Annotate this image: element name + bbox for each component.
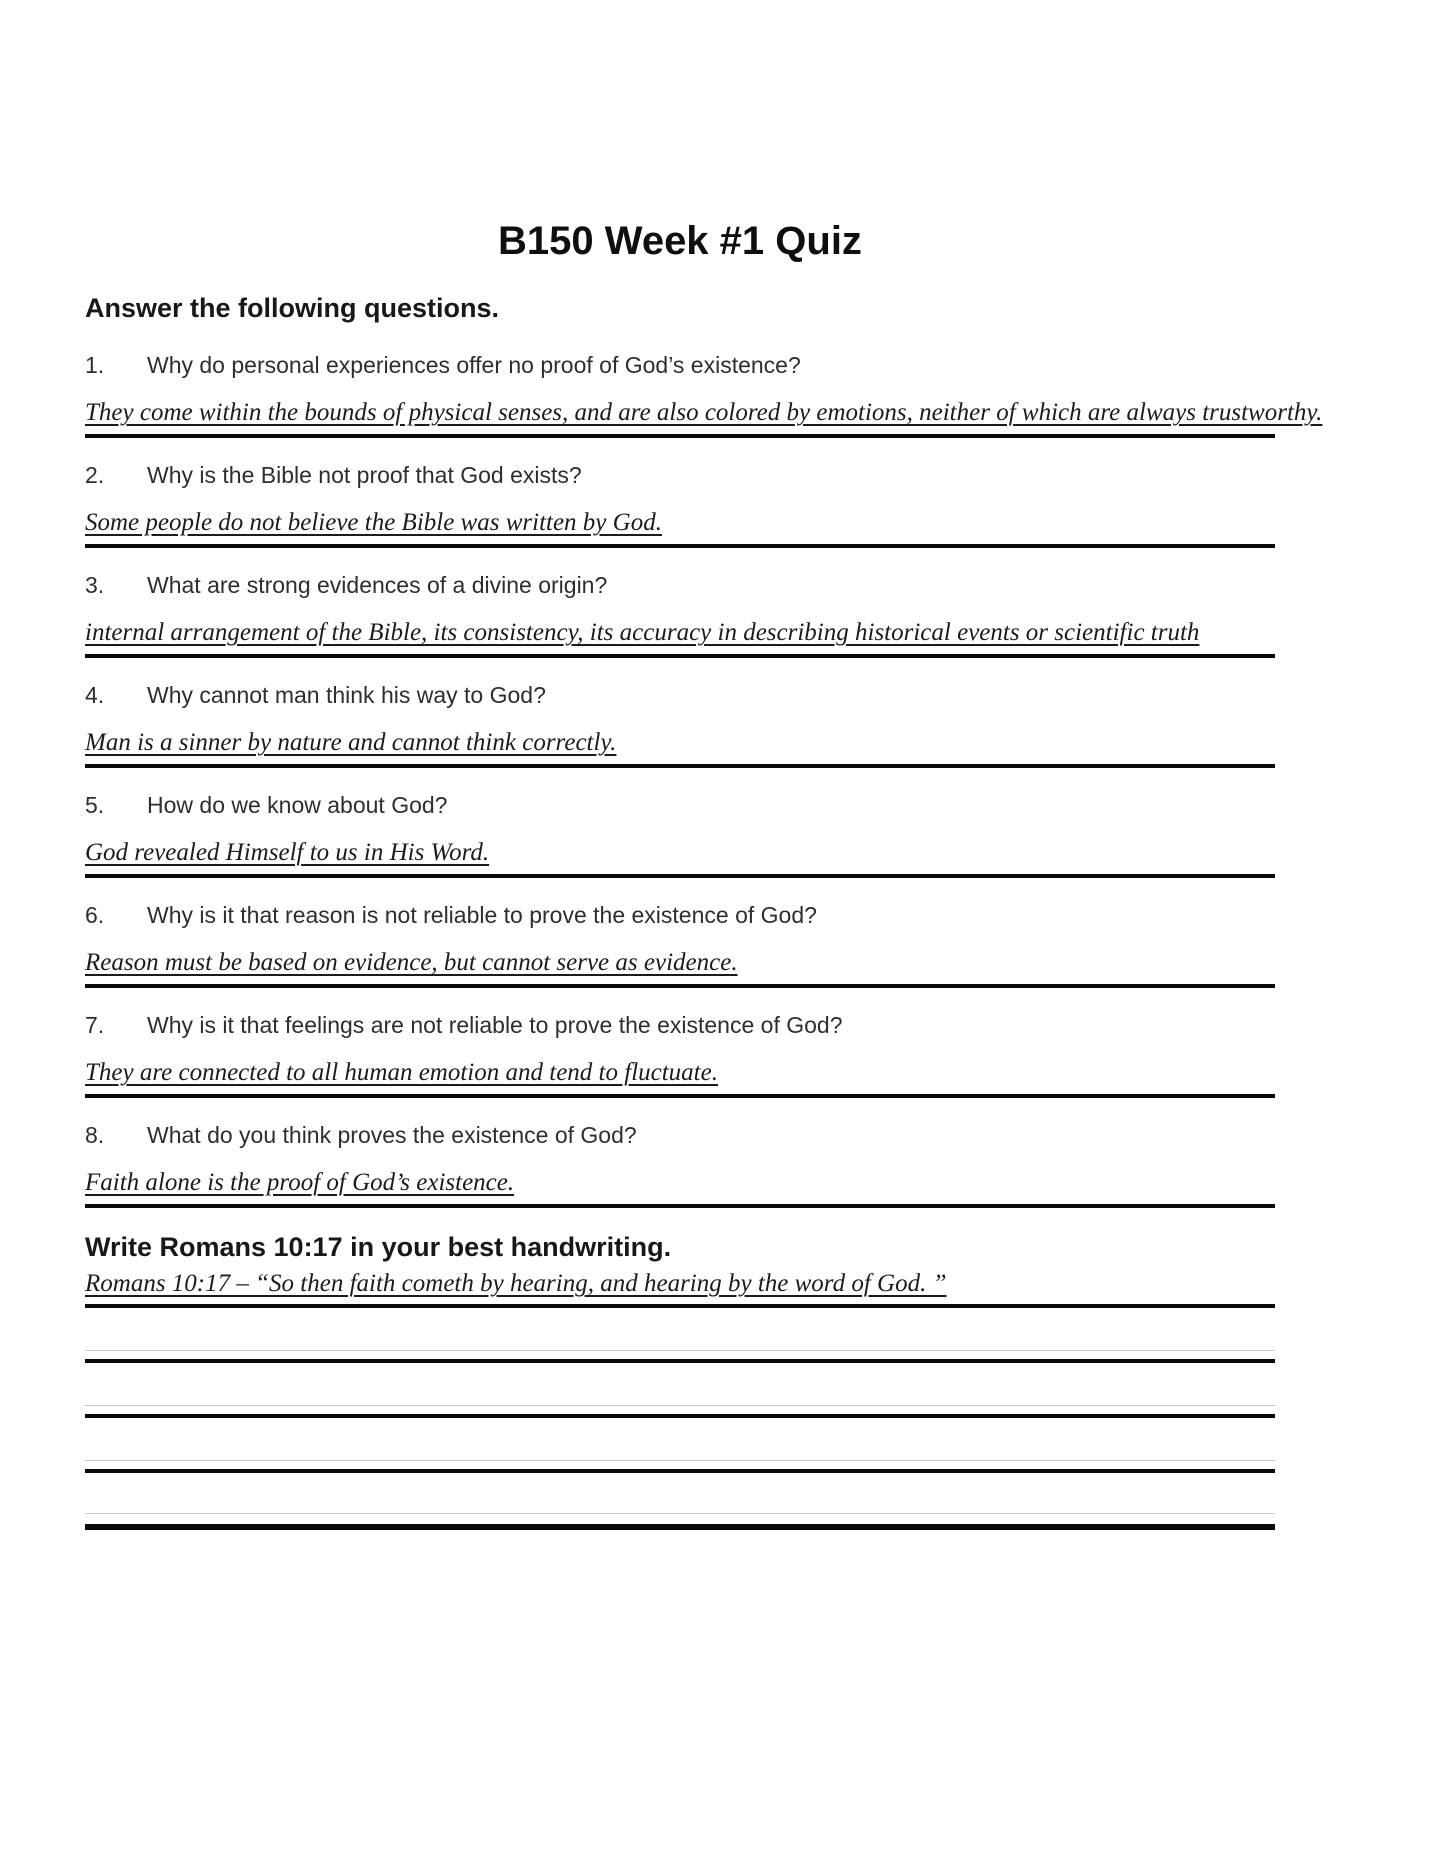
- question-number: 6.: [85, 902, 105, 928]
- question-text: Why is the Bible not proof that God exists?: [147, 462, 582, 488]
- question-number: 5.: [85, 792, 105, 818]
- answer-line: [85, 1052, 1275, 1098]
- question-text: Why is it that reason is not reliable to prove the existence of God?: [147, 902, 817, 928]
- question-text: How do we know about God?: [147, 792, 448, 818]
- handwriting-answer-text: Romans 10:17 – “So then faith cometh by hearing, and hearing by the word of God. ”: [85, 1270, 947, 1297]
- question-row: [85, 1120, 1275, 1150]
- quiz-title: B150 Week #1 Quiz: [498, 219, 862, 263]
- answer-line: [85, 942, 1275, 988]
- answer-line: [85, 392, 1323, 438]
- question-block: [85, 1120, 1275, 1208]
- question-row: [85, 460, 1275, 490]
- question-row: [85, 900, 1275, 930]
- blank-answer-line: [85, 1473, 1275, 1530]
- question-number: 1.: [85, 352, 105, 378]
- question-text: Why cannot man think his way to God?: [147, 682, 546, 708]
- question-text: What do you think proves the existence of God?: [147, 1122, 637, 1148]
- question-block: [85, 460, 1275, 548]
- question-block: [85, 350, 1323, 438]
- answer-text: Reason must be based on evidence, but cannot serve as evidence.: [85, 949, 738, 976]
- blank-answer-line: [85, 1308, 1275, 1363]
- question-number: 4.: [85, 682, 105, 708]
- question-number: 8.: [85, 1122, 105, 1148]
- question-block: [85, 570, 1275, 658]
- question-number: 3.: [85, 572, 105, 598]
- answer-line: [85, 722, 1275, 768]
- question-row: [85, 790, 1275, 820]
- question-number: 2.: [85, 462, 105, 488]
- question-text: What are strong evidences of a divine origin?: [147, 572, 608, 598]
- question-block: [85, 680, 1275, 768]
- blank-answer-line: [85, 1418, 1275, 1473]
- question-block: [85, 790, 1275, 878]
- answer-text: Faith alone is the proof of God’s existence.: [85, 1169, 515, 1196]
- handwriting-answer-line: [85, 1268, 1275, 1308]
- answer-line: [85, 502, 1275, 548]
- answer-text: internal arrangement of the Bible, its consistency, its accuracy in describing historical events or scientific truth: [85, 619, 1200, 646]
- question-text: Why do personal experiences offer no proof of God’s existence?: [147, 352, 801, 378]
- answer-line: [85, 612, 1275, 658]
- instructions-heading: Answer the following questions.: [85, 293, 500, 323]
- question-row: [85, 1010, 1275, 1040]
- blank-answer-lines: [85, 1308, 1275, 1530]
- question-block: [85, 900, 1275, 988]
- answer-text: Man is a sinner by nature and cannot think correctly.: [85, 729, 617, 756]
- answer-text: They are connected to all human emotion and tend to fluctuate.: [85, 1059, 718, 1086]
- handwriting-heading: Write Romans 10:17 in your best handwriting.: [85, 1232, 672, 1262]
- question-number: 7.: [85, 1012, 105, 1038]
- question-row: [85, 350, 1275, 380]
- question-block: [85, 1010, 1275, 1098]
- question-row: [85, 570, 1275, 600]
- question-row: [85, 680, 1275, 710]
- blank-answer-line: [85, 1363, 1275, 1418]
- question-text: Why is it that feelings are not reliable to prove the existence of God?: [147, 1012, 843, 1038]
- answer-text: They come within the bounds of physical senses, and are also colored by emotions, neither of which are always trustworthy.: [85, 399, 1323, 426]
- answer-line: [85, 1162, 1275, 1208]
- answer-text: God revealed Himself to us in His Word.: [85, 839, 490, 866]
- answer-text: Some people do not believe the Bible was written by God.: [85, 509, 662, 536]
- answer-line: [85, 832, 1275, 878]
